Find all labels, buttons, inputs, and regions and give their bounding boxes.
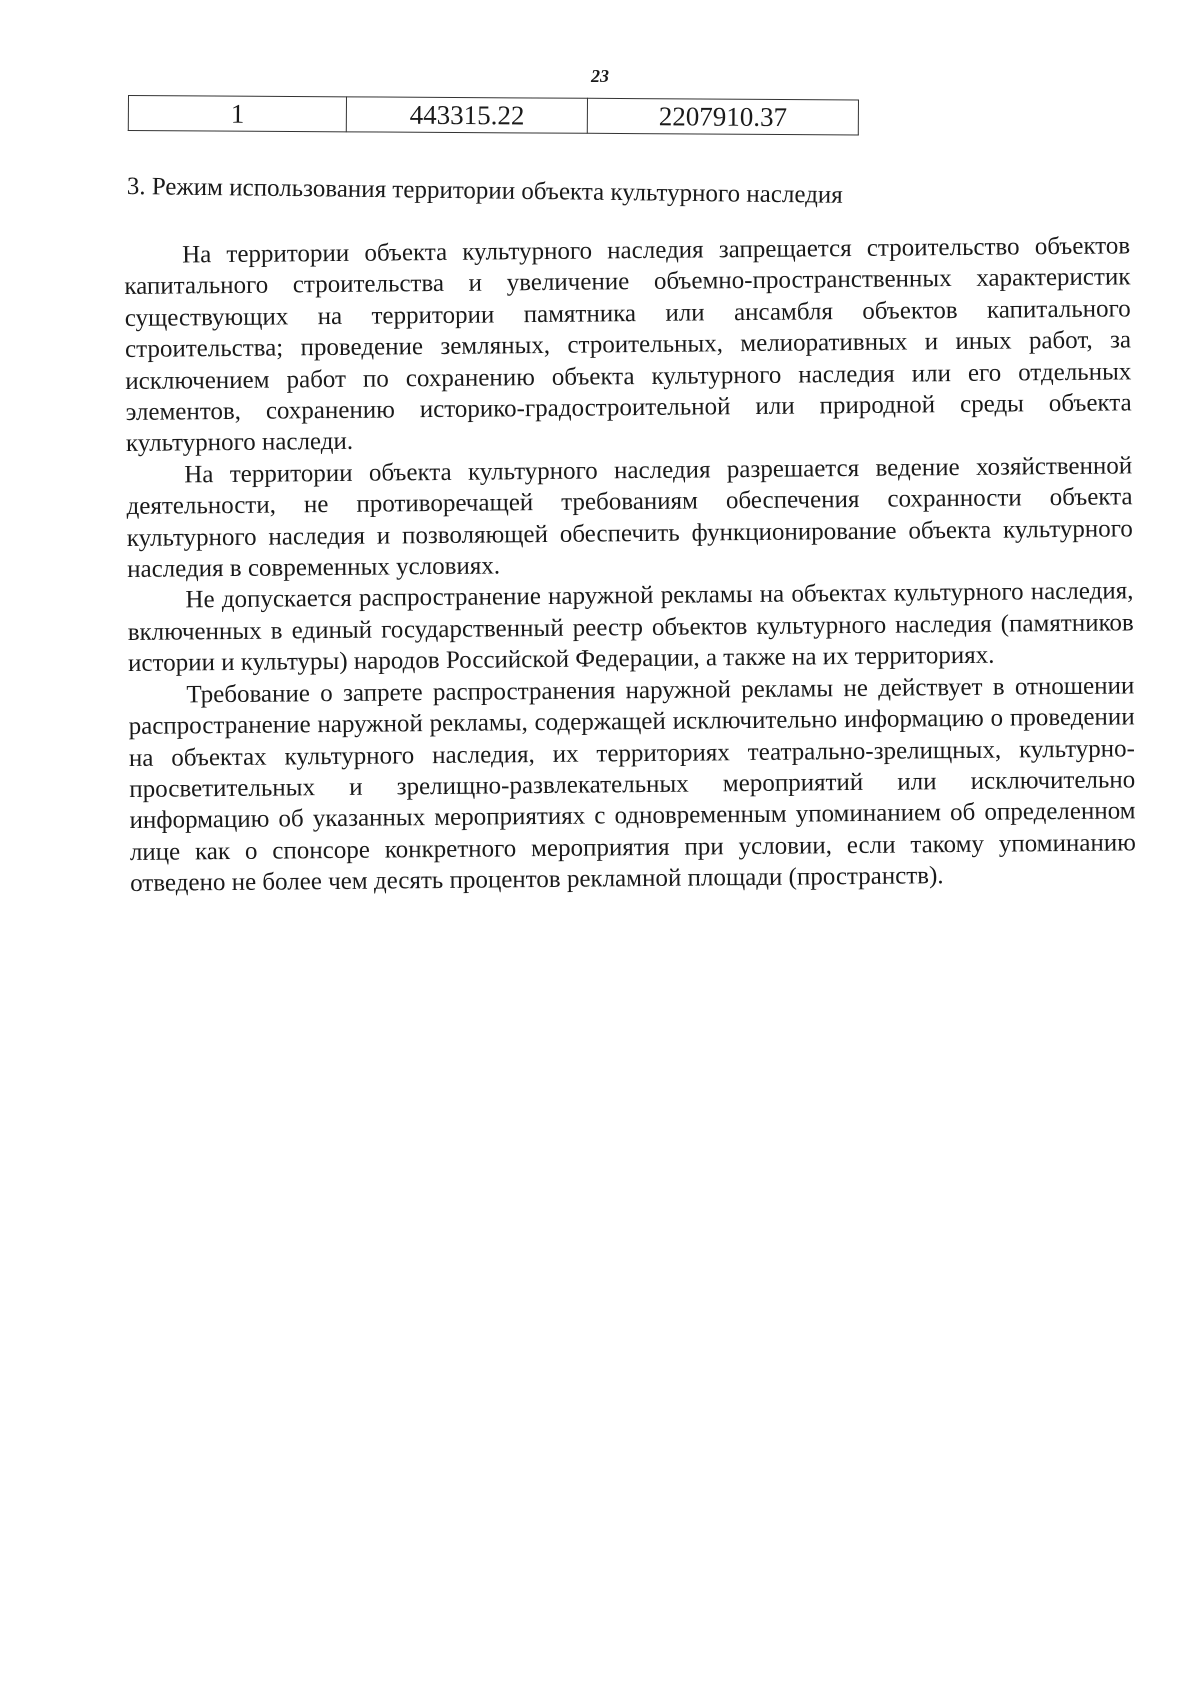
paragraph: Требование о запрете распространения наружной рекламы не действует в отношении распространение наружной рекламы, содержащей исключительно информацию о проведении на объектах культурного наследия, их территориях театрально-зрелищных, культурно-просветительных и зрелищно-развлекательных мероприятий или исключительно информацию об указанных мероприятиях с одновременным упоминанием об определенном лице как о спонсоре конкретного мероприятия при условии, если такому упоминанию отведено не более чем десять процентов рекламной площади (пространств). bbox=[128, 672, 1136, 898]
table-cell-point: 1 bbox=[128, 96, 346, 132]
section-heading: 3. Режим использования территории объекта культурного наследия bbox=[126, 172, 843, 209]
table-row bbox=[128, 96, 858, 135]
paragraph: Не допускается распространение наружной рекламы на объектах культурного наследия, включенных в единый государственный реестр объектов культурного наследия (памятников истории и культуры) народов Российской Федерации, а также на их территориях. bbox=[127, 577, 1134, 678]
section-body bbox=[124, 230, 1136, 899]
paragraph: На территории объекта культурного наследия запрещается строительство объектов капитального строительства и увеличение объемно-пространственных характеристик существующих на территории памятника или ансамбля объектов капитального строительства; проведение земляных, строительных, мелиоративных и иных работ, за исключением работ по сохранению объекта культурного наследия или его отдельных элементов, сохранению историко-градостроительной или природной среды объекта культурного наследи. bbox=[124, 232, 1132, 458]
table-cell-y: 2207910.37 bbox=[587, 98, 858, 135]
page-number: 23 bbox=[591, 66, 609, 86]
table-cell-x: 443315.22 bbox=[347, 97, 588, 133]
coordinates-table bbox=[128, 95, 859, 135]
paragraph: На территории объекта культурного наследия разрешается ведение хозяйственной деятельности, не противоречащей требованиям обеспечения сохранности объекта культурного наследия и позволяющей обеспечить функционирование объекта культурного наследия в современных условиях. bbox=[126, 452, 1133, 584]
